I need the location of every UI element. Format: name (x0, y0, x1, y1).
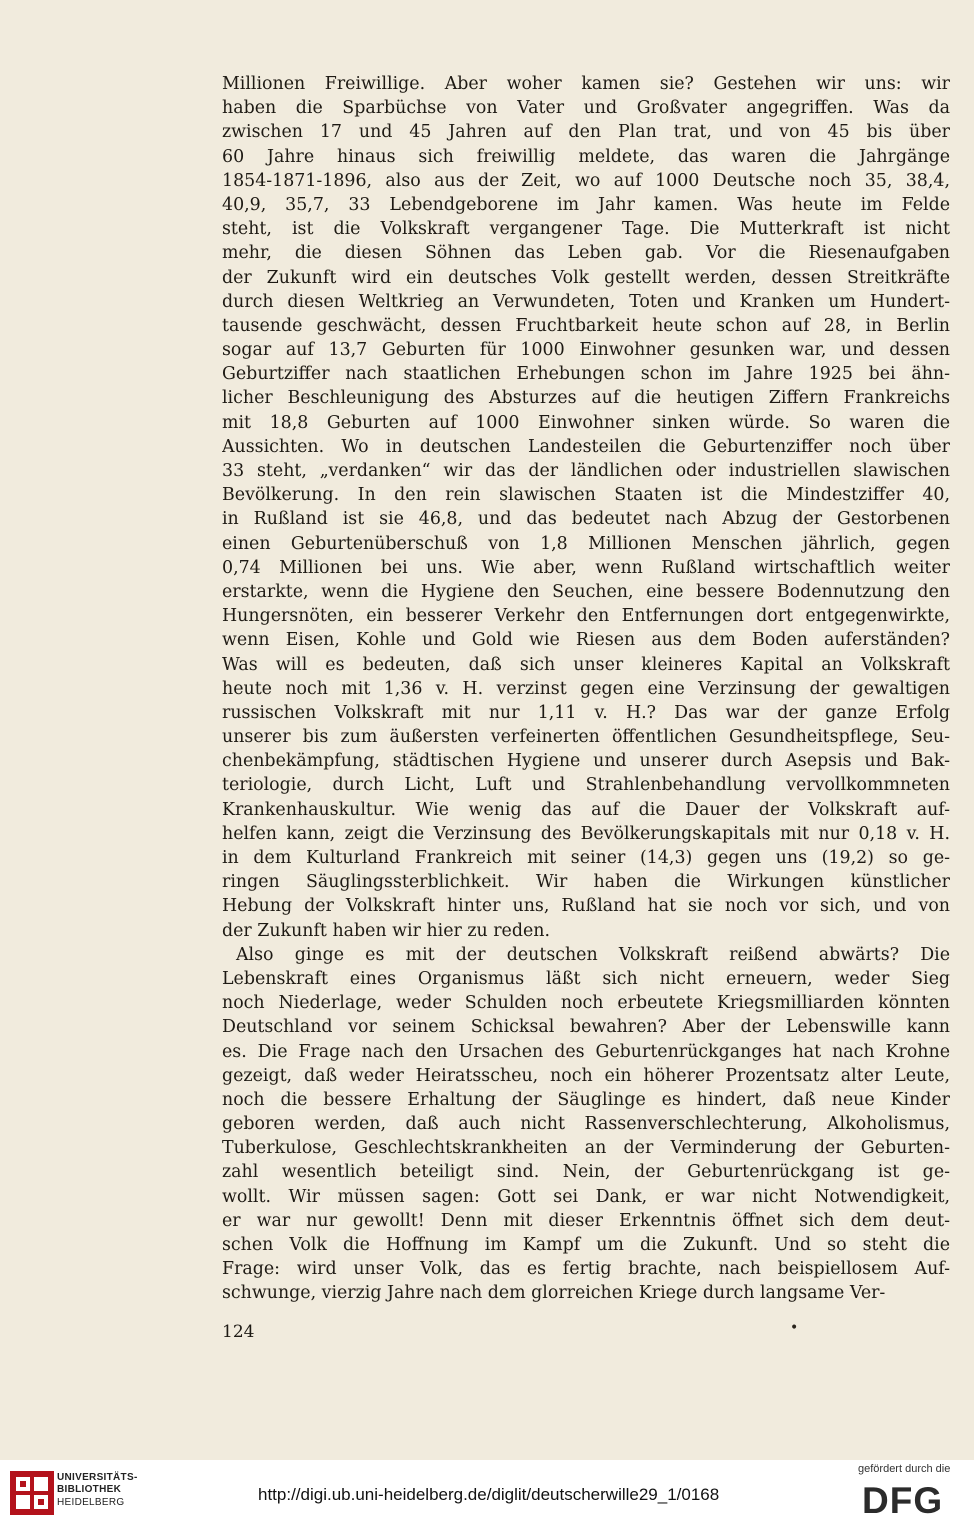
text-line: ringen Säuglingssterblichkeit. Wir haben die Wirkungen künstlicher (222, 872, 950, 893)
text-line: Lebenskraft eines Organismus läßt sich nicht erneuern, weder Sieg (222, 968, 950, 989)
text-line: 33 steht, „verdanken“ wir das der ländlichen oder industriellen slawischen (222, 461, 950, 481)
text-line: 60 Jahre hinaus sich freiwillig meldete, das waren die Jahrgänge (222, 146, 950, 167)
text-line: Also ginge es mit der deutschen Volkskraft reißend abwärts? Die (236, 944, 950, 965)
text-line: Tuberkulose, Geschlechtskrankheiten an der Verminderung der Geburten- (222, 1138, 950, 1159)
text-line: teriologie, durch Licht, Luft und Strahlenbehandlung vervollkommneten (222, 775, 950, 796)
text-line: heute noch mit 1,36 v. H. verzinst gegen eine Verzinsung der gewaltigen (222, 678, 950, 699)
library-name[interactable] (57, 1472, 138, 1509)
text-line: Geburtziffer nach staatlichen Erhebungen schon im Jahre 1925 bei ähn- (222, 364, 950, 385)
permalink-url[interactable]: http://digi.ub.uni-heidelberg.de/diglit/deutscherwille29_1/0168 (258, 1485, 720, 1504)
text-line: Krankenhauskultur. Wie wenig das auf die Dauer der Volkskraft auf- (222, 799, 950, 820)
text-line: Millionen Freiwillige. Aber woher kamen sie? Gestehen wir uns: wir (222, 74, 950, 94)
text-line: der Zukunft haben wir hier zu reden. (222, 920, 550, 941)
text-line: er war nur gewollt! Denn mit dieser Erkenntnis öffnet sich dem deut- (222, 1210, 950, 1231)
text-line: licher Beschleunigung des Absturzes auf die heutigen Ziffern Frankreichs (222, 388, 950, 409)
text-line: wollt. Wir müssen sagen: Gott sei Dank, er war nicht Notwendigkeit, (222, 1186, 950, 1207)
text-line: zahl wesentlich beteiligt sind. Nein, der Geburtenrückgang ist ge- (222, 1162, 950, 1183)
text-line: gezeigt, daß weder Heiratsscheu, noch ein höherer Prozentsatz alter Leute, (222, 1065, 950, 1086)
text-line: Bevölkerung. In den rein slawischen Staaten ist die Mindestziffer 40, (222, 485, 950, 506)
text-line: erstarkte, wenn die Hygiene den Seuchen, eine bessere Bodennutzung den (222, 581, 950, 602)
text-line: mehr, die diesen Söhnen das Leben gab. Vor die Riesenaufgaben (222, 243, 950, 264)
text-line: mit 18,8 Geburten auf 1000 Einwohner sinken würde. So waren die (222, 412, 950, 433)
text-line: wenn Eisen, Kohle und Gold wie Riesen aus dem Boden auferständen? (222, 630, 950, 651)
text-line: Frage: wird unser Volk, das es fertig brachte, nach beispiellosem Auf- (222, 1259, 950, 1280)
text-line: der Zukunft wird ein deutsches Volk gestellt werden, dessen Streitkräfte (222, 267, 950, 288)
page-number: 124 (222, 1322, 255, 1342)
text-line: haben die Sparbüchse von Vater und Großvater angegriffen. Was da (222, 98, 950, 119)
text-line: 40,9, 35,7, 33 Lebendgeborene im Jahr kamen. Was heute im Felde (222, 194, 950, 215)
text-line: helfen kann, zeigt die Verzinsung des Bevölkerungskapitals mit nur 0,18 v. H. (222, 823, 950, 844)
text-line: schen Volk die Hoffnung im Kampf um die Zukunft. Und so steht die (222, 1235, 950, 1255)
text-line: noch die bessere Erhaltung der Säuglinge es hindert, daß neue Kinder (222, 1089, 950, 1110)
text-line: Hebung der Volkskraft hinter uns, Rußland hat sie noch vor sich, und von (222, 896, 950, 917)
library-line: HEIDELBERG (57, 1496, 125, 1508)
university-library-logo-icon[interactable] (10, 1471, 54, 1515)
text-line: steht, ist die Volkskraft vergangener Tage. Die Mutterkraft ist nicht (222, 219, 950, 240)
text-line: russischen Volkskraft mit nur 1,11 v. H.? Das war der ganze Erfolg (222, 702, 950, 723)
text-line: 0,74 Millionen bei uns. Wie aber, wenn Rußland wirtschaftlich weiter (222, 557, 950, 578)
body-text (222, 72, 950, 1306)
text-line: in dem Kulturland Frankreich mit seiner (14,3) gegen uns (19,2) so ge- (222, 848, 950, 868)
text-line: einen Geburtenüberschuß von 1,8 Millionen Menschen jährlich, gegen (222, 533, 950, 554)
text-line: geboren werden, daß auch nicht Rassenverschlechterung, Alkoholismus, (222, 1114, 950, 1135)
text-line: schwunge, vierzig Jahre nach dem glorreichen Kriege durch langsame Ver- (222, 1283, 886, 1304)
text-line: 1854-1871-1896, also aus der Zeit, wo auf 1000 Deutsche noch 35, 38,4, (222, 170, 950, 191)
funded-by-label: gefördert durch die (858, 1463, 951, 1475)
text-line: Deutschland vor seinem Schicksal bewahren? Aber der Lebenswille kann (222, 1017, 950, 1038)
text-line: Aussichten. Wo in deutschen Landesteilen die Geburtenziffer noch über (222, 436, 950, 457)
text-line: chenbekämpfung, städtischen Hygiene und unserer durch Asepsis und Bak- (222, 751, 950, 772)
text-line: noch Niederlage, weder Schulden noch erbeutete Kriegsmilliarden könnten (222, 993, 950, 1014)
text-line: tausende geschwächt, dessen Fruchtbarkeit heute schon auf 28, in Berlin (222, 315, 950, 336)
ink-mark: • (790, 1320, 799, 1336)
dfg-logo[interactable]: DFG (862, 1480, 944, 1521)
text-line: es. Die Frage nach den Ursachen des Geburtenrückganges hat nach Krohne (222, 1041, 950, 1062)
text-line: sogar auf 13,7 Geburten für 1000 Einwohner gesunken war, und dessen (222, 340, 950, 361)
text-line: Hungersnöten, ein besserer Verkehr den Entfernungen dort entgegenwirkte, (222, 606, 950, 627)
library-line: BIBLIOTHEK (57, 1484, 122, 1496)
text-line: zwischen 17 und 45 Jahren auf den Plan trat, und von 45 bis über (222, 122, 950, 143)
footer-bar (0, 1460, 974, 1530)
text-line: durch diesen Weltkrieg an Verwundeten, Toten und Kranken um Hundert- (222, 291, 950, 312)
text-line: Was will es bedeuten, daß sich unser kleineres Kapital an Volkskraft (222, 654, 950, 675)
text-line: unserer bis zum äußersten verfeinerten öffentlichen Gesundheitspflege, Seu- (222, 727, 950, 748)
text-line: in Rußland ist sie 46,8, und das bedeutet nach Abzug der Gestorbenen (222, 509, 950, 530)
library-line: UNIVERSITÄTS- (57, 1472, 138, 1483)
